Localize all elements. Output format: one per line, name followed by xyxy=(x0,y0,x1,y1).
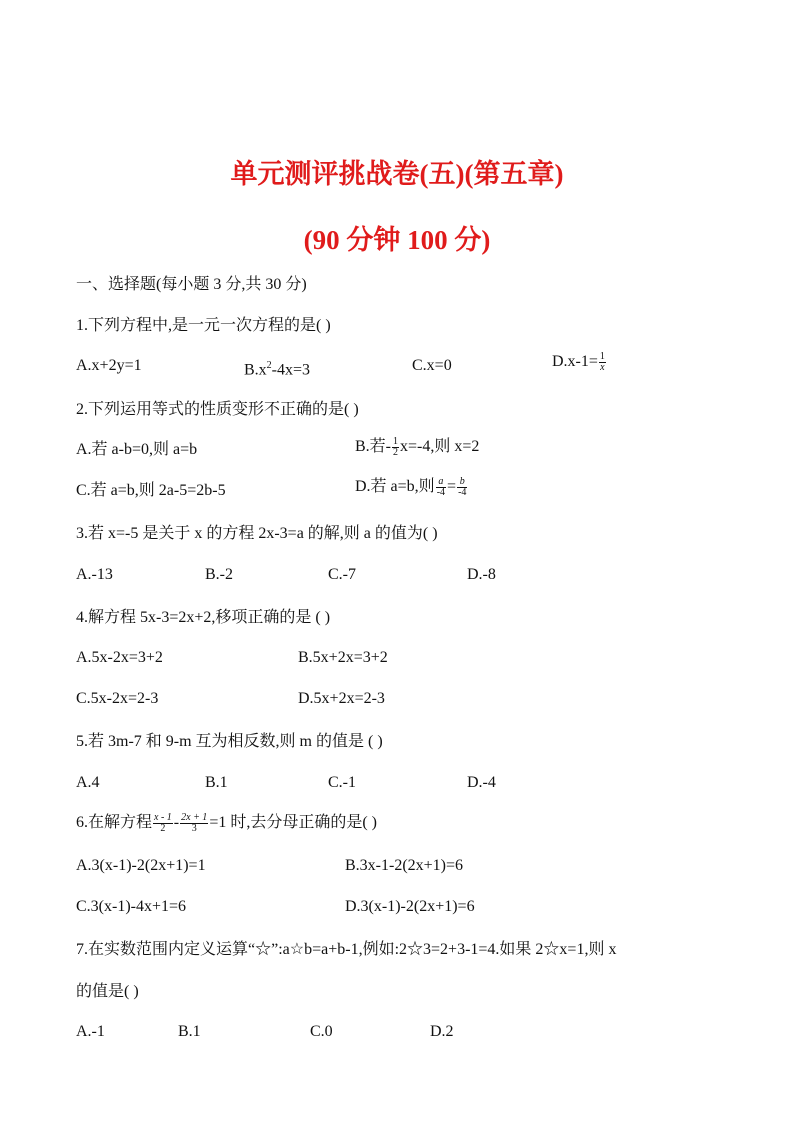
page-title: 单元测评挑战卷(五)(第五章) xyxy=(230,159,564,189)
q6-option-c: C.3(x-1)-4x+1=6 xyxy=(76,898,187,915)
q6-option-a: A.3(x-1)-2(2x+1)=1 xyxy=(76,857,206,874)
q5-option-a: A.4 xyxy=(76,774,100,791)
question-1-stem: 1.下列方程中,是一元一次方程的是( ) xyxy=(76,317,331,334)
q1-option-b: $B.x^2-4x=3$ xyxy=(244,360,311,379)
q3-option-c: C.-7 xyxy=(328,566,356,583)
q7-option-a: A.-1 xyxy=(76,1023,105,1040)
q4-option-d: D.5x+2x=2-3 xyxy=(298,690,385,707)
q3-option-d: D.-8 xyxy=(467,566,496,583)
q3-option-a: A.-13 xyxy=(76,566,113,583)
q6-option-b: B.3x-1-2(2x+1)=6 xyxy=(345,857,464,874)
question-6-stem: 6.在解方程 $\frac{x - 1}{2}$ - $\frac{2x + 1}{3}$ =1 时,去分母正确的是( ) xyxy=(76,812,377,834)
q7-option-d: D.2 xyxy=(430,1023,454,1040)
q4-option-c: C.5x-2x=2-3 xyxy=(76,690,159,707)
question-7-stem-line1: 7.在实数范围内定义运算“☆”:a☆b=a+b-1,例如:2☆3=2+3-1=4.如果 2☆x=1,则 x xyxy=(76,941,617,958)
q7-option-c: C.0 xyxy=(310,1023,333,1040)
q7-option-b: B.1 xyxy=(178,1023,201,1040)
q5-option-b: B.1 xyxy=(205,774,228,791)
question-3-stem: 3.若 x=-5 是关于 x 的方程 2x-3=a 的解,则 a 的值为( ) xyxy=(76,525,438,542)
q4-option-a: A.5x-2x=3+2 xyxy=(76,649,163,666)
q2-option-b: B.若- $\frac{1}{2}$ x=-4,则 x=2 xyxy=(355,436,480,458)
q6-option-d: D.3(x-1)-2(2x+1)=6 xyxy=(345,898,475,915)
question-5-stem: 5.若 3m-7 和 9-m 互为相反数,则 m 的值是 ( ) xyxy=(76,733,383,750)
question-2-stem: 2.下列运用等式的性质变形不正确的是( ) xyxy=(76,401,359,418)
q2-option-d: D.若 a=b,则 $\frac{a}{-4}$ = $\frac{b}{-4}$ xyxy=(355,476,467,498)
q2-option-a: A.若 a-b=0,则 a=b xyxy=(76,441,198,458)
q1-option-d: D.x-1= $\frac{1}{x}$ xyxy=(552,351,605,373)
question-4-stem: 4.解方程 5x-3=2x+2,移项正确的是 ( ) xyxy=(76,609,331,626)
section-heading: 一、选择题(每小题 3 分,共 30 分) xyxy=(76,276,307,293)
q1-option-a: A.x+2y=1 xyxy=(76,357,142,374)
q4-option-b: B.5x+2x=3+2 xyxy=(298,649,388,666)
q3-option-b: B.-2 xyxy=(205,566,233,583)
q1-option-c: C.x=0 xyxy=(412,357,452,374)
question-7-stem-line2: 的值是( ) xyxy=(76,983,139,1000)
q2-option-c: C.若 a=b,则 2a-5=2b-5 xyxy=(76,482,226,499)
q5-option-c: C.-1 xyxy=(328,774,356,791)
page-subtitle: (90 分钟 100 分) xyxy=(303,225,491,255)
q5-option-d: D.-4 xyxy=(467,774,496,791)
